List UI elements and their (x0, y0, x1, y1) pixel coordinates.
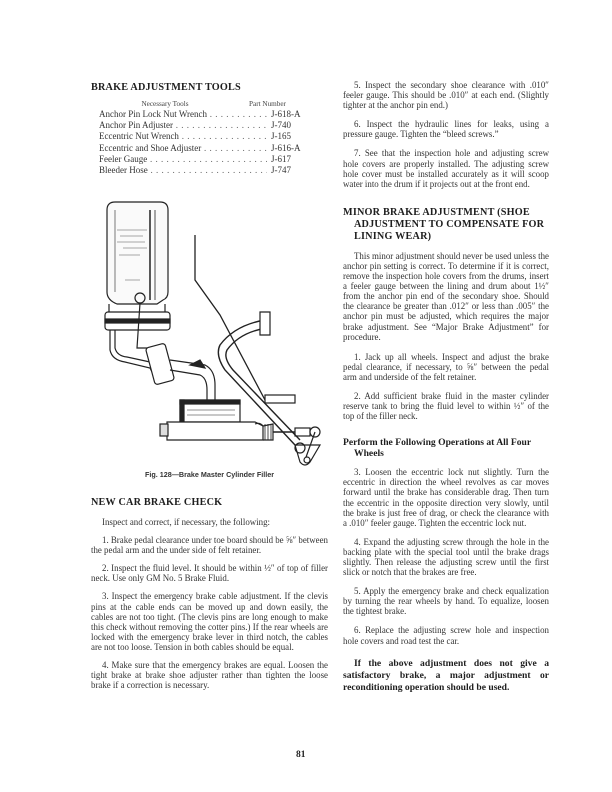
new-car-check-heading: NEW CAR BRAKE CHECK (91, 497, 223, 508)
tools-table (91, 100, 328, 176)
tool-name: Feeler Gauge . . . (99, 154, 267, 165)
tool-name: Eccentric and Shoe Adjuster . . . (99, 143, 267, 154)
brake-master-cylinder-filler-illustration (95, 200, 330, 470)
right-column (343, 80, 549, 694)
check-item-1: 1. Brake pedal clearance under toe board should be ⅝″ between the pedal arm and the under side of felt retainer. (91, 535, 328, 556)
page-number: 81 (296, 750, 306, 760)
tool-row (99, 109, 328, 120)
tool-row (99, 165, 328, 176)
minor-item-2: 2. Add sufficient brake fluid in the master cylinder reserve tank to bring the fluid level to within ½″ of the top of the filler neck. (343, 390, 549, 422)
tool-part-number: J-618-A (271, 109, 301, 119)
tools-heading: BRAKE ADJUSTMENT TOOLS (91, 82, 241, 93)
tool-name: Anchor Pin Lock Nut Wrench . . . (99, 109, 267, 120)
tool-row (99, 120, 328, 131)
minor-item-4: 4. Expand the adjusting screw through the hole in the backing plate with the special tool until the brake drags slightly. Then release the adjusting screw until the first slick or notch that the brakes are free. (343, 536, 549, 578)
check-item-5: 5. Inspect the secondary shoe clearance with .010″ feeler gauge. This should be .010″ at each end. (Slightly tighter at the anchor pin end.) (343, 80, 549, 111)
check-item-7: 7. See that the inspection hole and adjusting screw hole covers are properly installed. The adjusting screw hole cover must be installed accurately as it will scoop water into the drum if it projects out at the front end. (343, 148, 549, 189)
minor-adjustment-heading: MINOR BRAKE ADJUSTMENT (SHOE ADJUSTMENT TO COMPENSATE FOR LINING WEAR) (343, 206, 545, 242)
col-header-part: Part Number (249, 100, 286, 108)
check-item-4: 4. Make sure that the emergency brakes are equal. Loosen the tight brake at brake shoe adjuster rather than tighten the loose brake if a correction is necessary. (91, 660, 328, 691)
check-item-3: 3. Inspect the emergency brake cable adjustment. If the clevis pins at the cable ends can be moved up and down easily, the cables are not too tight. (The clevis pins are long enough to make this check without removing the cotter pins.) If the rear wheels are locked with the emergency brake lever in third notch, the cables are not too loose. Tension in both cables should be equal. (91, 591, 328, 652)
tool-part-number: J-740 (271, 120, 291, 131)
new-car-check-intro: Inspect and correct, if necessary, the following: (102, 517, 270, 527)
minor-item-5: 5. Apply the emergency brake and check equalization by turning the rear wheels by hand. To equalize, loosen the tightest brake. (343, 586, 549, 617)
minor-adjustment-intro: This minor adjustment should never be used unless the anchor pin setting is correct. To determine if it is correct, remove the inspection hole covers from the drums, insert a feeler gauge between the lining and drum about 1½″ from the anchor pin end of the secondary shoe. Should the clearance be greater than .012″ or less than .005″ the anchor pin must be adjusted, which requires the major brake adjustment. See “Major Brake Adjustment” for procedure. (343, 250, 549, 342)
tool-name: Anchor Pin Adjuster . . . (99, 120, 267, 131)
tools-section (91, 82, 328, 176)
new-car-brake-check-section (91, 497, 328, 690)
tool-part-number: J-747 (271, 165, 291, 176)
minor-item-6: 6. Replace the adjusting screw hole and inspection hole covers and road test the car. (343, 625, 549, 646)
closing-note: If the above adjustment does not give a satisfactory brake, a major adjustment or reconditioning operation should be used. (343, 657, 549, 693)
tool-row (99, 154, 328, 165)
col-header-tools: Necessary Tools (141, 100, 189, 108)
tool-part-number: J-616-A (271, 142, 301, 153)
tool-name: Eccentric Nut Wrench . . . (99, 131, 267, 142)
minor-item-1: 1. Jack up all wheels. Inspect and adjust the brake pedal clearance, if necessary, to ⅝″ between the pedal arm and underside of the felt retainer. (343, 351, 549, 382)
all-four-wheels-subheading: Perform the Following Operations at All Four Wheels (343, 437, 531, 460)
tool-name: Bleeder Hose . . . (99, 165, 267, 176)
tool-row (99, 143, 328, 154)
check-item-6: 6. Inspect the hydraulic lines for leaks, using a pressure gauge. Tighten the “bleed screws.” (343, 119, 549, 140)
minor-item-3: 3. Loosen the eccentric lock nut slightly. Turn the eccentric in direction the wheel revolves as car moves forward until the brake has considerable drag. Then turn the eccentric in the opposite direction very slowly, until the brake is just free of drag, or check the clearance with a .010″ feeler gauge. Tighten the eccentric lock nut. (343, 467, 549, 528)
tools-table-header (99, 100, 328, 108)
tool-part-number: J-617 (271, 153, 291, 164)
tool-row (99, 131, 328, 142)
figure-caption: Fig. 128—Brake Master Cylinder Filler (144, 470, 275, 479)
tool-part-number: J-165 (271, 131, 291, 142)
check-item-2: 2. Inspect the fluid level. It should be within ½″ of top of filler neck. Use only GM No. 5 Brake Fluid. (91, 563, 328, 584)
